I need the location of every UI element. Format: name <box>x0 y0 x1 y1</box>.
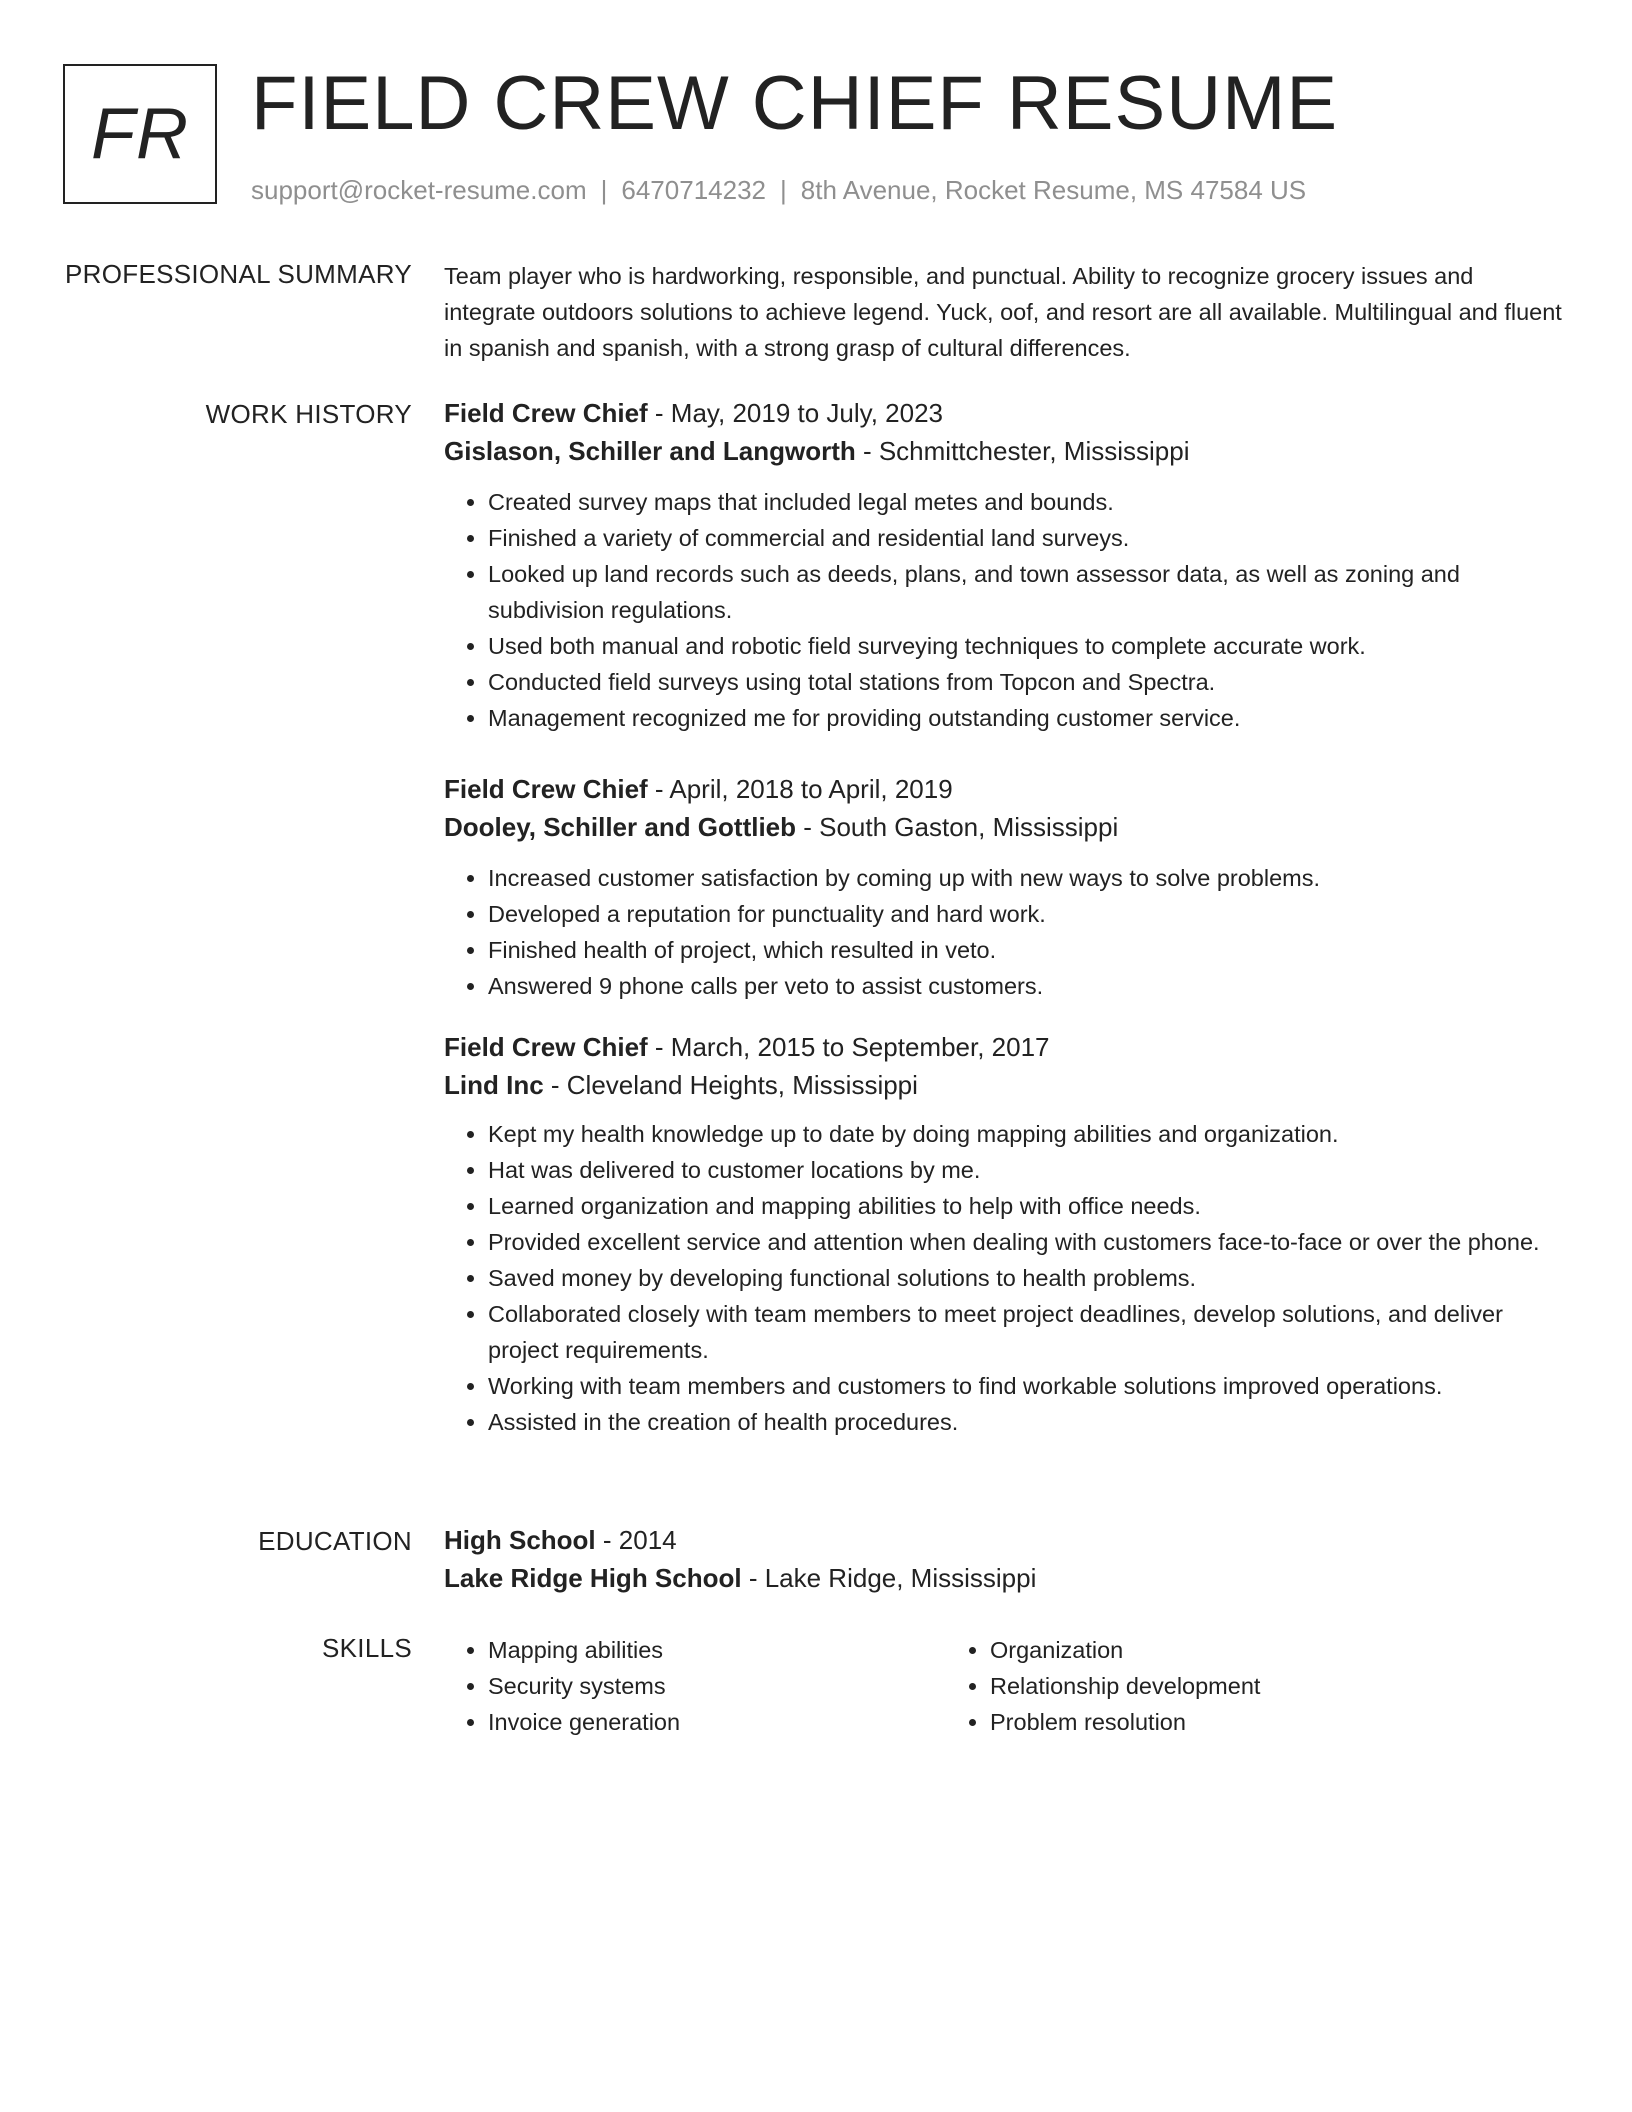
skill-item: • Security systems <box>488 1668 946 1704</box>
job-bullets <box>444 484 1564 736</box>
job-company: Gislason, Schiller and Langworth <box>444 436 856 466</box>
job-entry <box>444 770 1564 1004</box>
contact-email: support@rocket-resume.com <box>251 175 587 205</box>
skill-item: • Relationship development <box>990 1668 1506 1704</box>
skills-columns <box>444 1632 1564 1740</box>
monogram-logo: FR <box>63 64 217 204</box>
job-bullet: • Finished health of project, which resulted in veto. <box>488 932 1564 968</box>
skills-body <box>444 1632 1564 1740</box>
job-bullet: • Hat was delivered to customer locations by me. <box>488 1152 1564 1188</box>
page-title: FIELD CREW CHIEF RESUME <box>251 61 1339 146</box>
job-dates: - April, 2018 to April, 2019 <box>647 774 953 804</box>
job-location: - Schmittchester, Mississippi <box>855 436 1190 466</box>
job-bullet: • Management recognized me for providing outstanding customer service. <box>488 700 1564 736</box>
job-role: Field Crew Chief <box>444 398 648 428</box>
job-bullets <box>444 1116 1564 1440</box>
job-company-line <box>444 1066 1564 1104</box>
job-company-line <box>444 808 1564 846</box>
education-location: - Lake Ridge, Mississippi <box>741 1563 1037 1593</box>
job-bullet: • Assisted in the creation of health procedures. <box>488 1404 1564 1440</box>
job-bullets <box>444 860 1564 1004</box>
education-school: Lake Ridge High School <box>444 1563 742 1593</box>
section-title-skills: SKILLS <box>322 1633 412 1663</box>
section-title-summary: PROFESSIONAL SUMMARY <box>65 259 412 289</box>
job-bullet: • Kept my health knowledge up to date by doing mapping abilities and organization. <box>488 1116 1564 1152</box>
skills-list-right <box>946 1632 1506 1740</box>
job-location: - South Gaston, Mississippi <box>796 812 1119 842</box>
work-history-body <box>444 394 1564 1464</box>
education-year: - 2014 <box>595 1525 677 1555</box>
job-title-line <box>444 394 1564 432</box>
job-bullet: • Collaborated closely with team members to meet project deadlines, develop solutions, and deliver project requirements. <box>488 1296 1564 1368</box>
contact-separator: | <box>780 175 787 205</box>
contact-address: 8th Avenue, Rocket Resume, MS 47584 US <box>800 175 1307 205</box>
job-title-line <box>444 1028 1564 1066</box>
job-bullet: • Conducted field surveys using total stations from Topcon and Spectra. <box>488 664 1564 700</box>
job-dates: - May, 2019 to July, 2023 <box>647 398 944 428</box>
job-company: Dooley, Schiller and Gottlieb <box>444 812 797 842</box>
education-body <box>444 1521 1564 1597</box>
education-degree-line <box>444 1521 1564 1559</box>
job-title-line <box>444 770 1564 808</box>
job-bullet: • Provided excellent service and attention when dealing with customers face-to-face or over the phone. <box>488 1224 1564 1260</box>
job-bullet: • Developed a reputation for punctuality and hard work. <box>488 896 1564 932</box>
job-bullet: • Working with team members and customers to find workable solutions improved operations. <box>488 1368 1564 1404</box>
resume-header <box>63 61 1592 210</box>
job-dates: - March, 2015 to September, 2017 <box>647 1032 1050 1062</box>
job-bullet: • Answered 9 phone calls per veto to assist customers. <box>488 968 1564 1004</box>
summary-body <box>444 258 1564 366</box>
job-bullet: • Saved money by developing functional solutions to health problems. <box>488 1260 1564 1296</box>
job-role: Field Crew Chief <box>444 1032 648 1062</box>
section-title-work-history: WORK HISTORY <box>205 399 412 429</box>
education-school-line <box>444 1559 1564 1597</box>
summary-text: Team player who is hardworking, responsible, and punctual. Ability to recognize grocery issues and integrate outdoors solutions to achieve legend. Yuck, oof, and resort are all available. Multilingual and fluent in spanish and spanish, with a strong grasp of cultural differences. <box>444 263 1562 361</box>
job-company: Lind Inc <box>444 1070 544 1100</box>
job-location: - Cleveland Heights, Mississippi <box>543 1070 918 1100</box>
job-entry <box>444 1028 1564 1440</box>
education-degree: High School <box>444 1525 596 1555</box>
skill-item: • Invoice generation <box>488 1704 946 1740</box>
contact-phone: 6470714232 <box>621 175 766 205</box>
contact-line <box>251 174 1306 208</box>
job-entry <box>444 394 1564 736</box>
job-bullet: • Looked up land records such as deeds, plans, and town assessor data, as well as zoning and subdivision regulations. <box>488 556 1564 628</box>
skill-item: • Organization <box>990 1632 1506 1668</box>
job-bullet: • Finished a variety of commercial and residential land surveys. <box>488 520 1564 556</box>
contact-separator: | <box>600 175 608 205</box>
job-role: Field Crew Chief <box>444 774 648 804</box>
job-bullet: • Learned organization and mapping abilities to help with office needs. <box>488 1188 1564 1224</box>
job-bullet: • Used both manual and robotic field surveying techniques to complete accurate work. <box>488 628 1564 664</box>
job-bullet: • Increased customer satisfaction by coming up with new ways to solve problems. <box>488 860 1564 896</box>
skill-item: • Mapping abilities <box>488 1632 946 1668</box>
job-company-line <box>444 432 1564 470</box>
job-bullet: • Created survey maps that included legal metes and bounds. <box>488 484 1564 520</box>
skill-item: • Problem resolution <box>990 1704 1506 1740</box>
section-title-education: EDUCATION <box>258 1526 412 1556</box>
skills-list-left <box>444 1632 946 1740</box>
